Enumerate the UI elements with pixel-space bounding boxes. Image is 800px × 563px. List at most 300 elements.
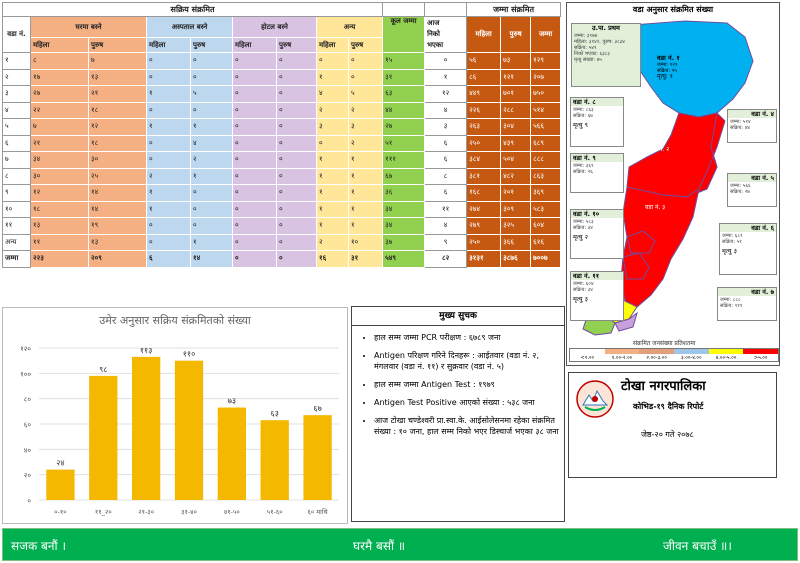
table-cell: ० (277, 185, 317, 202)
table-cell: ३४ (383, 218, 425, 235)
bar-value-label: ११० (182, 349, 196, 359)
indicator-item: • हाल सम्म जम्मा Antigen Test : १९७९ (374, 379, 560, 390)
table-cell: ० (277, 251, 317, 268)
table-cell: ० (277, 102, 317, 119)
table-row (3, 135, 561, 152)
ward-9-box: वडा नं. ९ जम्मा: ३६९ सक्रिय: २६ (570, 153, 624, 193)
table-cell: १ (191, 168, 233, 185)
table-cell: ४३९ (501, 135, 531, 152)
table-cell: १ (317, 168, 349, 185)
table-cell: २७४ (467, 201, 501, 218)
legend-item (743, 349, 778, 361)
bar-value-label: ७३ (227, 396, 237, 406)
table-cell: १ (147, 86, 191, 103)
table-cell: १९ (89, 218, 147, 235)
table-cell: ० (425, 53, 467, 70)
chart-bar (303, 415, 331, 500)
table-cell: १ (349, 218, 383, 235)
summary-box: उ.पा. प्रथम जम्मा: ३९७७ महिला: ३१४२, पुरुष: ३८३४ सक्रिय: ५४९ निको भएका: ६३८३ मृत्यु संख्या: ७५ (571, 23, 641, 87)
table-cell: ५६ (467, 53, 501, 70)
table-cell: ११ (31, 234, 89, 251)
table-cell: १७ (31, 69, 89, 86)
table-cell: ० (277, 201, 317, 218)
female-total-header: महिला (467, 17, 501, 53)
table-cell: १८ (89, 102, 147, 119)
female-subheader: महिला (31, 38, 89, 53)
map-legend (569, 348, 779, 362)
table-cell: ० (233, 234, 277, 251)
male-subheader: पुरुष (89, 38, 147, 53)
male-total-header: पुरुष (501, 17, 531, 53)
report-date: जेष्ठ-२० गते २०७८ (641, 430, 694, 439)
bar-value-label: ६३ (270, 409, 279, 419)
table-cell: ० (317, 53, 349, 70)
indicator-item: • Antigen Test Positive आएको संख्या : ५३८ जना (374, 397, 560, 408)
ward-3-label: वडा नं. ३ (645, 204, 666, 211)
y-tick-label: २० (23, 471, 31, 480)
table-cell: ० (233, 201, 277, 218)
table-cell: १२ (425, 86, 467, 103)
table-cell: ० (233, 185, 277, 202)
age-chart (2, 307, 348, 524)
table-cell: ० (233, 135, 277, 152)
ward-cell: ९ (3, 185, 31, 202)
legend-swatch (570, 349, 605, 354)
male-subheader: पुरुष (349, 38, 383, 53)
table-cell: ११ (425, 201, 467, 218)
table-cell: ३ (425, 119, 467, 136)
table-cell: ५ (191, 86, 233, 103)
table-cell: २१ (89, 86, 147, 103)
active-header: सक्रिय संक्रमित (3, 3, 383, 17)
nepal-emblem-icon (575, 379, 615, 419)
municipality-box (568, 372, 777, 478)
table-cell: २७९ (467, 218, 501, 235)
table-cell: ० (277, 53, 317, 70)
male-subheader: पुरुष (191, 38, 233, 53)
table-cell: ६०४ (531, 218, 561, 235)
table-cell: ४४ (383, 102, 425, 119)
table-cell: ० (277, 86, 317, 103)
ward-cell: ११ (3, 218, 31, 235)
table-row (3, 251, 561, 268)
ward-cell: ७ (3, 152, 31, 169)
legend-swatch (674, 349, 709, 354)
table-cell: १२९ (531, 53, 561, 70)
table-cell: २ (191, 152, 233, 169)
table-cell: ० (233, 69, 277, 86)
table-cell: ७००७ (531, 251, 561, 268)
table-cell: २ (349, 102, 383, 119)
table-cell: ४ (191, 135, 233, 152)
hotel-header: होटल बस्ने (233, 17, 317, 38)
indicators-title: मुख्य सुचक (352, 307, 564, 326)
indicator-item: • हाल सम्म जम्मा PCR परीक्षण : ६७८९ जना (374, 332, 560, 343)
table-cell: ० (317, 135, 349, 152)
table-row (3, 119, 561, 136)
table-cell: ३८७६ (501, 251, 531, 268)
table-cell: २५ (89, 168, 147, 185)
table-row (3, 102, 561, 119)
table-cell: १ (317, 185, 349, 202)
table-cell: ३ (349, 119, 383, 136)
table-cell: १८ (31, 201, 89, 218)
legend-label: <१.०० (580, 355, 595, 361)
y-tick-label: ६० (23, 421, 31, 429)
table-cell: ३४ (383, 201, 425, 218)
legend-label: २.००-३.०० (646, 355, 667, 361)
table-cell: ० (147, 135, 191, 152)
bar-value-label: ११३ (139, 345, 153, 355)
table-cell: ० (233, 251, 277, 268)
table-cell: ६ (147, 251, 191, 268)
ward-8-box: वडा नं. ८ जम्मा: ८६३ सक्रिय: ६७ मृत्यु ९ (570, 97, 624, 147)
legend-item (674, 349, 709, 361)
table-cell: १ (147, 201, 191, 218)
municipality-name: टोखा नगरपालिका (621, 379, 706, 394)
table-cell: १३ (89, 234, 147, 251)
table-cell: १ (317, 152, 349, 169)
table-cell: २ (349, 135, 383, 152)
legend-swatch (709, 349, 744, 354)
ward-11-box: वडा नं. ११ जम्मा: ६०४ सक्रिय: ३४ मृत्यु ३ (570, 271, 624, 321)
table-cell: ० (233, 152, 277, 169)
table-row (3, 218, 561, 235)
table-cell: ० (349, 53, 383, 70)
table-cell: ६८९ (531, 135, 561, 152)
table-row (3, 185, 561, 202)
table-row (3, 86, 561, 103)
table-cell: ३१ (383, 69, 425, 86)
legend-item (709, 349, 744, 361)
table-cell: १ (349, 152, 383, 169)
table-cell: १० (349, 234, 383, 251)
total-infected-header: जम्मा संक्रमित (467, 3, 561, 17)
footer-right: जीवन बचाउँ ॥। (663, 539, 732, 553)
table-row (3, 201, 561, 218)
ward-4-box: वडा नं. ४ जम्मा: ५१४ सक्रिय: ४४ (727, 109, 777, 143)
table-cell: ५०४ (501, 152, 531, 169)
table-cell: ९ (425, 234, 467, 251)
chart-title: उमेर अनुसार सक्रिय संक्रमितको संख्या (99, 314, 251, 327)
legend-title: संक्रमित जनसंख्या प्रतिशतमा (633, 340, 696, 347)
table-cell: १ (317, 218, 349, 235)
table-cell: ८२ (425, 251, 467, 268)
ward-no-header: वडा नं. (3, 17, 31, 53)
table-cell: ७५० (531, 86, 561, 103)
table-cell: ४ (425, 218, 467, 235)
table-cell: २ (147, 168, 191, 185)
table-cell: ३०९ (501, 201, 531, 218)
chart-bar (261, 420, 289, 500)
map-title: वडा अनुसार संक्रमित संख्या (632, 5, 714, 14)
table-cell: ० (147, 234, 191, 251)
table-cell: ३ (317, 119, 349, 136)
bar-value-label: २४ (56, 458, 65, 468)
table-cell: ३७ (383, 234, 425, 251)
table-cell: १ (349, 201, 383, 218)
table-cell: ५४९ (383, 251, 425, 268)
table-cell: २६३ (467, 119, 501, 136)
ward-cell: अन्य (3, 234, 31, 251)
home-header: घरमा बस्ने (31, 17, 147, 38)
table-cell: १८ (89, 135, 147, 152)
table-row (3, 69, 561, 86)
ward-cell: १ (3, 53, 31, 70)
table-cell: ० (277, 119, 317, 136)
table-cell: १६ (317, 251, 349, 268)
table-cell: ० (233, 218, 277, 235)
table-cell: १ (147, 119, 191, 136)
y-tick-label: १२० (20, 345, 31, 353)
table-cell: १ (147, 185, 191, 202)
table-cell: २५० (467, 234, 501, 251)
indicator-item: • Antigen परिक्षण गरिने दिनहरू : आईतवार (वडा नं. २, मंगलवार (वडा नं. ११) र सुक्रवार (वडा नं. ५) (374, 350, 560, 372)
table-cell: १५ (383, 53, 425, 70)
table-cell: ० (191, 185, 233, 202)
table-cell: ७३ (501, 53, 531, 70)
table-cell: १२ (31, 185, 89, 202)
ward-7-box: वडा नं. ७ जम्मा: ८८८ सक्रिय: १११ (717, 287, 777, 321)
table-cell: ० (233, 168, 277, 185)
legend-label: ३.००-४.०० (681, 355, 702, 361)
table-cell: ६ (425, 185, 467, 202)
ward-cell: ३ (3, 86, 31, 103)
ward-cell: १० (3, 201, 31, 218)
table-cell: २०९ (89, 251, 147, 268)
table-cell: ० (233, 102, 277, 119)
table-cell: ४ (317, 86, 349, 103)
table-cell: ६३ (383, 86, 425, 103)
ward-cell: ६ (3, 135, 31, 152)
table-cell: ० (233, 53, 277, 70)
table-cell: १ (317, 201, 349, 218)
bar-value-label: ९८ (99, 364, 108, 374)
female-subheader: महिला (147, 38, 191, 53)
table-cell: १२ (89, 119, 147, 136)
x-tick-label: ६० माथि (307, 508, 328, 516)
table-cell: २२३ (31, 251, 89, 268)
table-cell: २०१ (501, 185, 531, 202)
table-cell: ३८१ (467, 168, 501, 185)
table-cell: ६७ (383, 168, 425, 185)
legend-label: ४.००-५.०० (715, 355, 737, 361)
table-cell: २०७ (531, 69, 561, 86)
table-cell: ५८३ (531, 201, 561, 218)
ward-cell: २ (3, 69, 31, 86)
chart-bar (89, 376, 117, 500)
table-cell: ३६ (383, 185, 425, 202)
y-tick-label: ८० (23, 395, 31, 404)
chart-bar (46, 470, 74, 500)
footer-left: सजक बनौं । (11, 539, 67, 553)
table-row (3, 234, 561, 251)
table-cell: २७ (383, 119, 425, 136)
table-cell: ० (191, 201, 233, 218)
table-cell: २ (317, 102, 349, 119)
ward-map-panel (566, 2, 780, 366)
female-subheader: महिला (233, 38, 277, 53)
table-cell: ६ (425, 135, 467, 152)
table-cell: ० (277, 135, 317, 152)
table-cell: ८६ (467, 69, 501, 86)
grand-total-header: जम्मा (531, 17, 561, 53)
table-cell: २१ (31, 135, 89, 152)
x-tick-label: ५१-६० (266, 508, 283, 516)
ward-cell: ८ (3, 168, 31, 185)
table-cell: ५१ (383, 135, 425, 152)
table-cell: २ (317, 234, 349, 251)
table-row (3, 168, 561, 185)
chart-bar (218, 408, 246, 500)
table-cell: ० (147, 102, 191, 119)
table-cell: ५६६ (531, 119, 561, 136)
y-tick-label: १०० (20, 370, 31, 379)
table-cell: १२१ (501, 69, 531, 86)
table-cell: १ (191, 119, 233, 136)
legend-label: >५.०० (753, 355, 768, 361)
x-tick-label: ३१-४० (181, 508, 197, 516)
legend-swatch (605, 349, 640, 354)
legend-item (605, 349, 640, 361)
table-cell: ० (147, 218, 191, 235)
table-cell: ० (349, 69, 383, 86)
indicator-item: • आज टोखा चण्डेश्वरी प्रा.स्वा.के. आईसोलेसनमा रहेका संक्रमित संख्या : १० जना, हाल सम्म निको भएर डिस्चार्ज भएका ३८ जना (374, 415, 560, 437)
table-cell: १ (317, 69, 349, 86)
report-subtitle: कोभिड-१९ दैनिक रिपोर्ट (633, 402, 704, 411)
table-cell: ३१ (349, 251, 383, 268)
hospital-header: अस्पताल बस्ने (147, 17, 233, 38)
ward-cell: ५ (3, 119, 31, 136)
table-cell: ८८८ (531, 152, 561, 169)
table-cell: ८ (425, 168, 467, 185)
table-cell: ० (191, 69, 233, 86)
legend-swatch (639, 349, 674, 354)
y-tick-label: ४० (23, 446, 31, 455)
table-cell: ७ (89, 53, 147, 70)
table-cell: ० (147, 53, 191, 70)
ward-data-table (2, 2, 561, 268)
footer-center: घरमै बसौं ॥ (353, 539, 406, 553)
table-cell: १ (425, 69, 467, 86)
legend-item (570, 349, 605, 361)
table-cell: १११ (383, 152, 425, 169)
x-tick-label: ०-१० (54, 508, 67, 516)
table-cell: २८८ (501, 102, 531, 119)
male-subheader: पुरुष (277, 38, 317, 53)
table-cell: ३०४ (501, 119, 531, 136)
table-cell: ७०१ (501, 86, 531, 103)
table-cell: ७ (31, 119, 89, 136)
table-cell: ० (277, 152, 317, 169)
legend-item (639, 349, 674, 361)
female-subheader: महिला (317, 38, 349, 53)
table-cell: ४ (425, 102, 467, 119)
ward-5-box: वडा नं. ५ जम्मा: ५६६ सक्रिय: २७ (727, 173, 777, 207)
table-cell: २७ (31, 86, 89, 103)
table-cell: ० (191, 53, 233, 70)
table-cell: ० (233, 119, 277, 136)
table-cell: १ (191, 234, 233, 251)
y-tick-label: ० (27, 497, 31, 505)
x-tick-label: ४१-५० (223, 508, 240, 516)
chart-bar (132, 357, 160, 500)
legend-swatch (743, 349, 778, 354)
table-cell: ३२५ (501, 218, 531, 235)
table-cell: ३६९ (531, 185, 561, 202)
table-cell: ५ (349, 86, 383, 103)
table-cell: १४ (191, 251, 233, 268)
table-cell: ० (191, 218, 233, 235)
table-row (3, 152, 561, 169)
table-cell: ३६६ (501, 234, 531, 251)
legend-label: १.००-२.०० (611, 355, 633, 361)
table-cell: २५० (467, 135, 501, 152)
key-indicators (351, 306, 565, 522)
table-cell: ० (233, 86, 277, 103)
table-cell: ० (191, 102, 233, 119)
table-cell: ६ (425, 152, 467, 169)
other-header: अन्य (317, 17, 383, 38)
table-cell: ४८२ (501, 168, 531, 185)
table-cell: ३० (89, 152, 147, 169)
table-cell: १ (349, 185, 383, 202)
chart-bar (175, 361, 203, 500)
table-cell: ० (277, 69, 317, 86)
table-body (3, 53, 561, 268)
table-cell: ० (147, 69, 191, 86)
ward-2-label: वडा नं. २ (649, 146, 670, 153)
ward-cell: जम्मा (3, 251, 31, 268)
table-cell: ५१४ (531, 102, 561, 119)
table-cell: ८ (31, 53, 89, 70)
chart-bars (46, 346, 331, 516)
table-cell: २२ (31, 102, 89, 119)
table-cell: ० (277, 218, 317, 235)
table-cell: ० (147, 152, 191, 169)
table-cell: ८६३ (531, 168, 561, 185)
ward-cell: ४ (3, 102, 31, 119)
bar-value-label: ६७ (313, 404, 322, 414)
table-cell: १४ (89, 201, 147, 218)
table-cell: १३ (31, 218, 89, 235)
table-cell: १ (349, 168, 383, 185)
table-cell: १३ (89, 69, 147, 86)
table-cell: ३४ (31, 152, 89, 169)
today-recovered-header: आज निको भएका (425, 17, 467, 53)
table-cell: ३० (31, 168, 89, 185)
table-row (3, 53, 561, 70)
ward-6-box: वडा नं. ६ जम्मा: ६८९ सक्रिय: ५१ मृत्यु ३ (719, 223, 777, 275)
footer-banner (2, 528, 798, 561)
age-chart-svg (3, 308, 347, 523)
table-cell: ० (277, 168, 317, 185)
x-tick-label: २१-३० (138, 508, 155, 516)
table-cell: ४४९ (467, 86, 501, 103)
total-active-header: कूल जम्मा (383, 17, 425, 53)
table-cell: ३१३१ (467, 251, 501, 268)
table-cell: ६१६ (531, 234, 561, 251)
x-tick-label: ११_२० (94, 508, 112, 516)
ward-1-label: वडा नं. १ जम्मा: १२९ सक्रिय: १५ मृत्यु: १ (657, 54, 680, 80)
indicators-list (352, 332, 564, 437)
table-cell: ३८४ (467, 152, 501, 169)
table-cell: २२६ (467, 102, 501, 119)
table-cell: १६८ (467, 185, 501, 202)
table-cell: ० (277, 234, 317, 251)
table-cell: १४ (89, 185, 147, 202)
ward-10-box: वडा नं. १० जम्मा: ५८३ सक्रिय: ३४ मृत्यु २ (570, 209, 624, 259)
